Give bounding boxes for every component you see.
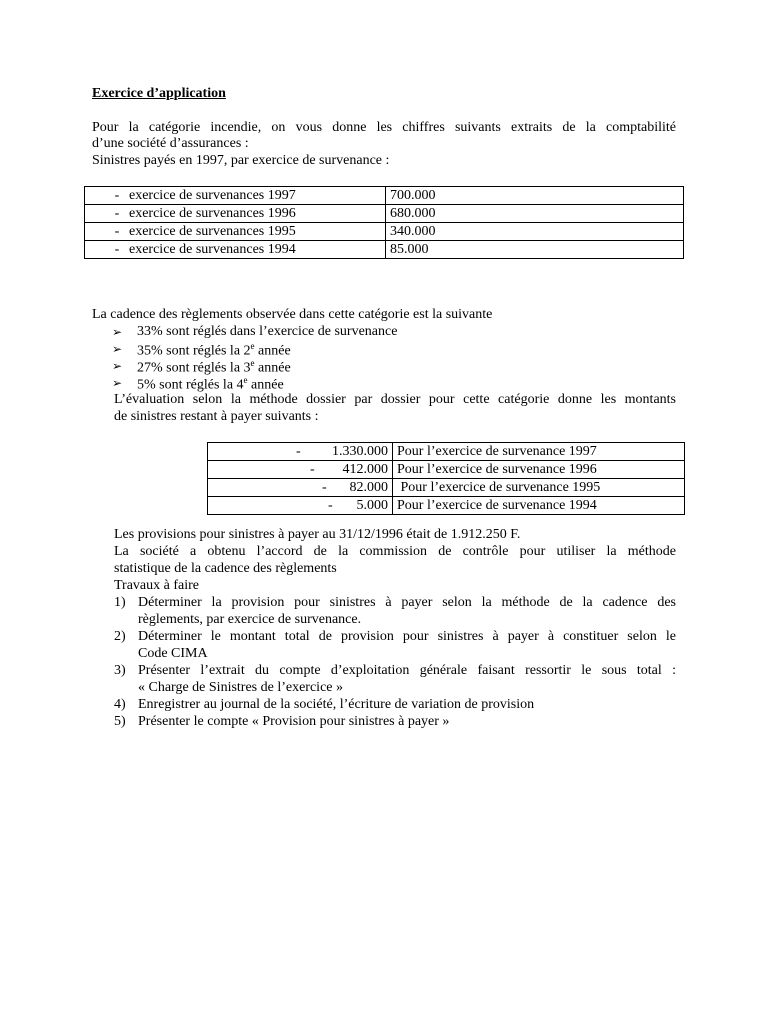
- intro-line-2: d’une société d’assurances :: [92, 136, 249, 151]
- table-row: [208, 479, 685, 497]
- row-dash: -: [114, 224, 120, 239]
- row-dash: -: [114, 188, 120, 203]
- row-amount: 1.330.000: [332, 444, 388, 459]
- table-row: [85, 223, 684, 241]
- arrow-bullet-icon: ➢: [112, 359, 123, 373]
- task-number: 5): [114, 714, 126, 729]
- table-row: [85, 205, 684, 223]
- row-dash: -: [328, 498, 333, 513]
- cadence-item: 5% sont réglés la 4e année: [137, 375, 284, 393]
- evaluation-line-1: L’évaluation selon la méthode dossier par dossier pour cette catégorie donne les montants: [114, 392, 676, 407]
- arrow-bullet-icon: ➢: [112, 342, 123, 356]
- evaluation-line-2: de sinistres restant à payer suivants :: [114, 409, 319, 424]
- page-title: Exercice d’application: [92, 86, 226, 101]
- provisions-line-1: Les provisions pour sinistres à payer au 31/12/1996 était de 1.912.250 F.: [114, 527, 521, 542]
- row-dash: -: [296, 444, 301, 459]
- row-label: exercice de survenances 1997: [129, 188, 296, 203]
- task-text: Code CIMA: [138, 646, 208, 661]
- task-number: 1): [114, 595, 126, 610]
- intro-line-1: Pour la catégorie incendie, on vous donne les chiffres suivants extraits de la comptabilité: [92, 120, 676, 135]
- task-text: « Charge de Sinistres de l’exercice »: [138, 680, 344, 695]
- task-text: Présenter l’extrait du compte d’exploitation générale faisant ressortir le sous total :: [138, 663, 676, 678]
- task-text: règlements, par exercice de survenance.: [138, 612, 362, 627]
- cadence-item: 27% sont réglés la 3e année: [137, 358, 291, 376]
- cadence-heading: La cadence des règlements observée dans cette catégorie est la suivante: [92, 307, 493, 322]
- task-text: Enregistrer au journal de la société, l’écriture de variation de provision: [138, 697, 535, 712]
- task-number: 3): [114, 663, 126, 678]
- cadence-item: 35% sont réglés la 2e année: [137, 341, 291, 359]
- paid-claims-table: [84, 186, 684, 259]
- row-value: 680.000: [386, 205, 684, 223]
- row-value: 340.000: [386, 223, 684, 241]
- arrow-bullet-icon: ➢: [112, 325, 123, 339]
- reserves-table: [207, 442, 685, 515]
- task-number: 4): [114, 697, 126, 712]
- row-label: Pour l’exercice de survenance 1997: [393, 443, 685, 461]
- row-dash: -: [310, 462, 315, 477]
- row-amount: 412.000: [342, 462, 388, 477]
- row-value: 85.000: [386, 241, 684, 259]
- arrow-bullet-icon: ➢: [112, 376, 123, 390]
- table-row: [85, 241, 684, 259]
- row-value: 700.000: [386, 187, 684, 205]
- intro-line-3: Sinistres payés en 1997, par exercice de survenance :: [92, 153, 390, 168]
- task-text: Déterminer le montant total de provision pour sinistres à payer à constituer selon le: [138, 629, 676, 644]
- row-amount: 82.000: [349, 480, 388, 495]
- row-label: exercice de survenances 1996: [129, 206, 296, 221]
- row-label: Pour l’exercice de survenance 1994: [393, 497, 685, 515]
- provisions-line-2: La société a obtenu l’accord de la commission de contrôle pour utiliser la méthode: [114, 544, 676, 559]
- row-label: Pour l’exercice de survenance 1996: [393, 461, 685, 479]
- task-text: Présenter le compte « Provision pour sinistres à payer »: [138, 714, 450, 729]
- row-label: exercice de survenances 1995: [129, 224, 296, 239]
- travaux-heading: Travaux à faire: [114, 578, 200, 593]
- row-label: exercice de survenances 1994: [129, 242, 296, 257]
- row-dash: -: [114, 242, 120, 257]
- task-text: Déterminer la provision pour sinistres à payer selon la méthode de la cadence des: [138, 595, 676, 610]
- row-amount: 5.000: [356, 498, 388, 513]
- provisions-line-3: statistique de la cadence des règlements: [114, 561, 337, 576]
- table-row: [85, 187, 684, 205]
- task-number: 2): [114, 629, 126, 644]
- cadence-item: 33% sont réglés dans l’exercice de survenance: [137, 324, 398, 339]
- table-row: [208, 461, 685, 479]
- row-label: Pour l’exercice de survenance 1995: [393, 479, 685, 497]
- table-row: [208, 497, 685, 515]
- row-dash: -: [322, 480, 327, 495]
- row-dash: -: [114, 206, 120, 221]
- table-row: [208, 443, 685, 461]
